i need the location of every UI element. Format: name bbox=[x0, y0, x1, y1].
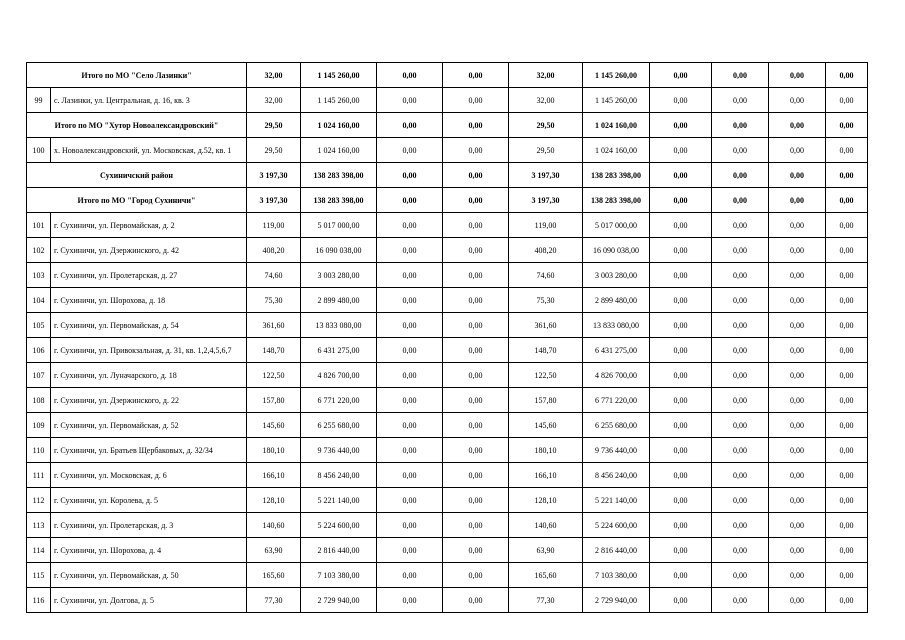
value-cell: 138 283 398,00 bbox=[301, 163, 377, 188]
row-number-cell: 105 bbox=[27, 313, 51, 338]
value-cell: 0,00 bbox=[443, 588, 509, 613]
value-cell: 0,00 bbox=[769, 188, 826, 213]
value-cell: 1 024 160,00 bbox=[583, 138, 650, 163]
value-cell: 0,00 bbox=[769, 488, 826, 513]
value-cell: 140,60 bbox=[509, 513, 583, 538]
value-cell: 0,00 bbox=[826, 413, 868, 438]
housing-program-table bbox=[26, 62, 868, 613]
table-row-total bbox=[27, 188, 868, 213]
value-cell: 0,00 bbox=[443, 313, 509, 338]
value-cell: 16 090 038,00 bbox=[583, 238, 650, 263]
value-cell: 145,60 bbox=[509, 413, 583, 438]
address-cell: г. Сухиничи, ул. Московская, д. 6 bbox=[51, 463, 247, 488]
value-cell: 74,60 bbox=[247, 263, 301, 288]
row-number-cell: 108 bbox=[27, 388, 51, 413]
value-cell: 6 255 680,00 bbox=[301, 413, 377, 438]
value-cell: 6 771 220,00 bbox=[583, 388, 650, 413]
address-cell: с. Лазинки, ул. Центральная, д. 16, кв. 3 bbox=[51, 88, 247, 113]
value-cell: 0,00 bbox=[712, 213, 769, 238]
value-cell: 74,60 bbox=[509, 263, 583, 288]
value-cell: 0,00 bbox=[769, 138, 826, 163]
value-cell: 0,00 bbox=[650, 563, 712, 588]
value-cell: 1 145 260,00 bbox=[583, 63, 650, 88]
value-cell: 2 816 440,00 bbox=[583, 538, 650, 563]
value-cell: 0,00 bbox=[826, 313, 868, 338]
value-cell: 1 024 160,00 bbox=[301, 138, 377, 163]
value-cell: 77,30 bbox=[509, 588, 583, 613]
value-cell: 122,50 bbox=[247, 363, 301, 388]
row-number-cell: 100 bbox=[27, 138, 51, 163]
value-cell: 0,00 bbox=[377, 138, 443, 163]
value-cell: 122,50 bbox=[509, 363, 583, 388]
value-cell: 408,20 bbox=[247, 238, 301, 263]
value-cell: 0,00 bbox=[650, 313, 712, 338]
value-cell: 0,00 bbox=[769, 413, 826, 438]
value-cell: 0,00 bbox=[826, 488, 868, 513]
value-cell: 32,00 bbox=[247, 63, 301, 88]
value-cell: 0,00 bbox=[712, 88, 769, 113]
value-cell: 128,10 bbox=[247, 488, 301, 513]
value-cell: 0,00 bbox=[826, 88, 868, 113]
table-row bbox=[27, 213, 868, 238]
value-cell: 29,50 bbox=[247, 138, 301, 163]
value-cell: 0,00 bbox=[712, 113, 769, 138]
value-cell: 148,70 bbox=[247, 338, 301, 363]
total-title-cell: Итого по МО "Город Сухиничи" bbox=[27, 188, 247, 213]
value-cell: 0,00 bbox=[769, 313, 826, 338]
value-cell: 165,60 bbox=[509, 563, 583, 588]
address-cell: г. Сухиничи, ул. Первомайская, д. 52 bbox=[51, 413, 247, 438]
table-row bbox=[27, 313, 868, 338]
value-cell: 138 283 398,00 bbox=[301, 188, 377, 213]
value-cell: 8 456 240,00 bbox=[583, 463, 650, 488]
value-cell: 0,00 bbox=[769, 438, 826, 463]
value-cell: 0,00 bbox=[769, 513, 826, 538]
address-cell: г. Сухиничи, ул. Первомайская, д. 2 bbox=[51, 213, 247, 238]
value-cell: 0,00 bbox=[443, 213, 509, 238]
value-cell: 32,00 bbox=[509, 63, 583, 88]
value-cell: 0,00 bbox=[769, 113, 826, 138]
value-cell: 0,00 bbox=[443, 113, 509, 138]
row-number-cell: 102 bbox=[27, 238, 51, 263]
address-cell: г. Сухиничи, ул. Братьев Щербаковых, д. 32/34 bbox=[51, 438, 247, 463]
table-row bbox=[27, 538, 868, 563]
value-cell: 0,00 bbox=[826, 463, 868, 488]
value-cell: 157,80 bbox=[509, 388, 583, 413]
value-cell: 0,00 bbox=[826, 588, 868, 613]
value-cell: 0,00 bbox=[712, 588, 769, 613]
row-number-cell: 114 bbox=[27, 538, 51, 563]
value-cell: 0,00 bbox=[712, 438, 769, 463]
value-cell: 0,00 bbox=[769, 163, 826, 188]
row-number-cell: 116 bbox=[27, 588, 51, 613]
value-cell: 0,00 bbox=[650, 438, 712, 463]
total-title-cell: Итого по МО "Хутор Новоалександровский" bbox=[27, 113, 247, 138]
value-cell: 9 736 440,00 bbox=[301, 438, 377, 463]
value-cell: 5 221 140,00 bbox=[301, 488, 377, 513]
value-cell: 166,10 bbox=[247, 463, 301, 488]
value-cell: 2 899 480,00 bbox=[583, 288, 650, 313]
value-cell: 0,00 bbox=[769, 288, 826, 313]
value-cell: 29,50 bbox=[509, 138, 583, 163]
value-cell: 0,00 bbox=[650, 113, 712, 138]
row-number-cell: 111 bbox=[27, 463, 51, 488]
value-cell: 138 283 398,00 bbox=[583, 188, 650, 213]
value-cell: 0,00 bbox=[826, 138, 868, 163]
value-cell: 408,20 bbox=[509, 238, 583, 263]
row-number-cell: 112 bbox=[27, 488, 51, 513]
value-cell: 0,00 bbox=[650, 138, 712, 163]
value-cell: 119,00 bbox=[509, 213, 583, 238]
table-row bbox=[27, 388, 868, 413]
value-cell: 0,00 bbox=[443, 138, 509, 163]
row-number-cell: 104 bbox=[27, 288, 51, 313]
value-cell: 0,00 bbox=[826, 363, 868, 388]
row-number-cell: 113 bbox=[27, 513, 51, 538]
value-cell: 0,00 bbox=[826, 188, 868, 213]
value-cell: 180,10 bbox=[247, 438, 301, 463]
value-cell: 180,10 bbox=[509, 438, 583, 463]
address-cell: г. Сухиничи, ул. Шорохова, д. 18 bbox=[51, 288, 247, 313]
value-cell: 32,00 bbox=[247, 88, 301, 113]
value-cell: 0,00 bbox=[377, 88, 443, 113]
value-cell: 0,00 bbox=[712, 563, 769, 588]
value-cell: 0,00 bbox=[712, 288, 769, 313]
value-cell: 29,50 bbox=[509, 113, 583, 138]
value-cell: 0,00 bbox=[650, 463, 712, 488]
value-cell: 0,00 bbox=[377, 288, 443, 313]
value-cell: 0,00 bbox=[377, 313, 443, 338]
value-cell: 361,60 bbox=[247, 313, 301, 338]
value-cell: 1 145 260,00 bbox=[583, 88, 650, 113]
value-cell: 0,00 bbox=[826, 263, 868, 288]
value-cell: 0,00 bbox=[712, 538, 769, 563]
value-cell: 0,00 bbox=[650, 88, 712, 113]
value-cell: 5 221 140,00 bbox=[583, 488, 650, 513]
value-cell: 0,00 bbox=[650, 513, 712, 538]
value-cell: 0,00 bbox=[769, 238, 826, 263]
value-cell: 3 197,30 bbox=[509, 163, 583, 188]
value-cell: 0,00 bbox=[826, 113, 868, 138]
value-cell: 4 826 700,00 bbox=[301, 363, 377, 388]
table-row bbox=[27, 588, 868, 613]
value-cell: 5 224 600,00 bbox=[583, 513, 650, 538]
address-cell: г. Сухиничи, ул. Луначарского, д. 18 bbox=[51, 363, 247, 388]
value-cell: 0,00 bbox=[712, 488, 769, 513]
value-cell: 2 729 940,00 bbox=[301, 588, 377, 613]
address-cell: г. Сухиничи, ул. Первомайская, д. 54 bbox=[51, 313, 247, 338]
value-cell: 0,00 bbox=[650, 213, 712, 238]
value-cell: 0,00 bbox=[712, 138, 769, 163]
value-cell: 0,00 bbox=[377, 63, 443, 88]
row-number-cell: 110 bbox=[27, 438, 51, 463]
value-cell: 0,00 bbox=[769, 338, 826, 363]
address-cell: г. Сухиничи, ул. Привокзальная, д. 31, кв. 1,2,4,5,6,7 bbox=[51, 338, 247, 363]
value-cell: 0,00 bbox=[650, 63, 712, 88]
value-cell: 13 833 080,00 bbox=[301, 313, 377, 338]
value-cell: 361,60 bbox=[509, 313, 583, 338]
value-cell: 0,00 bbox=[712, 163, 769, 188]
value-cell: 0,00 bbox=[377, 588, 443, 613]
table-row bbox=[27, 563, 868, 588]
value-cell: 0,00 bbox=[650, 263, 712, 288]
row-number-cell: 109 bbox=[27, 413, 51, 438]
value-cell: 0,00 bbox=[650, 588, 712, 613]
value-cell: 77,30 bbox=[247, 588, 301, 613]
value-cell: 0,00 bbox=[712, 238, 769, 263]
value-cell: 0,00 bbox=[443, 563, 509, 588]
value-cell: 0,00 bbox=[712, 63, 769, 88]
value-cell: 0,00 bbox=[826, 563, 868, 588]
total-title-cell: Сухиничский район bbox=[27, 163, 247, 188]
value-cell: 0,00 bbox=[377, 113, 443, 138]
value-cell: 0,00 bbox=[377, 213, 443, 238]
table-row bbox=[27, 288, 868, 313]
value-cell: 32,00 bbox=[509, 88, 583, 113]
address-cell: г. Сухиничи, ул. Первомайская, д. 50 bbox=[51, 563, 247, 588]
value-cell: 0,00 bbox=[650, 388, 712, 413]
address-cell: г. Сухиничи, ул. Дзержинского, д. 22 bbox=[51, 388, 247, 413]
value-cell: 4 826 700,00 bbox=[583, 363, 650, 388]
value-cell: 0,00 bbox=[769, 213, 826, 238]
value-cell: 7 103 380,00 bbox=[301, 563, 377, 588]
value-cell: 0,00 bbox=[650, 488, 712, 513]
value-cell: 0,00 bbox=[769, 363, 826, 388]
value-cell: 0,00 bbox=[769, 263, 826, 288]
value-cell: 0,00 bbox=[769, 563, 826, 588]
value-cell: 0,00 bbox=[443, 388, 509, 413]
value-cell: 140,60 bbox=[247, 513, 301, 538]
value-cell: 0,00 bbox=[443, 263, 509, 288]
value-cell: 13 833 080,00 bbox=[583, 313, 650, 338]
value-cell: 1 145 260,00 bbox=[301, 63, 377, 88]
value-cell: 0,00 bbox=[650, 338, 712, 363]
total-title-cell: Итого по МО "Село Лазинки" bbox=[27, 63, 247, 88]
value-cell: 0,00 bbox=[377, 363, 443, 388]
value-cell: 0,00 bbox=[377, 463, 443, 488]
value-cell: 0,00 bbox=[712, 263, 769, 288]
value-cell: 0,00 bbox=[377, 438, 443, 463]
row-number-cell: 115 bbox=[27, 563, 51, 588]
row-number-cell: 101 bbox=[27, 213, 51, 238]
value-cell: 0,00 bbox=[712, 463, 769, 488]
table-row bbox=[27, 438, 868, 463]
value-cell: 157,80 bbox=[247, 388, 301, 413]
value-cell: 9 736 440,00 bbox=[583, 438, 650, 463]
value-cell: 0,00 bbox=[769, 388, 826, 413]
value-cell: 0,00 bbox=[377, 513, 443, 538]
value-cell: 0,00 bbox=[443, 238, 509, 263]
value-cell: 0,00 bbox=[826, 513, 868, 538]
value-cell: 2 729 940,00 bbox=[583, 588, 650, 613]
value-cell: 0,00 bbox=[377, 388, 443, 413]
value-cell: 1 145 260,00 bbox=[301, 88, 377, 113]
value-cell: 0,00 bbox=[712, 388, 769, 413]
value-cell: 0,00 bbox=[377, 238, 443, 263]
value-cell: 1 024 160,00 bbox=[583, 113, 650, 138]
value-cell: 0,00 bbox=[443, 288, 509, 313]
value-cell: 0,00 bbox=[650, 363, 712, 388]
value-cell: 145,60 bbox=[247, 413, 301, 438]
table-row bbox=[27, 88, 868, 113]
address-cell: г. Сухиничи, ул. Пролетарская, д. 27 bbox=[51, 263, 247, 288]
value-cell: 138 283 398,00 bbox=[583, 163, 650, 188]
value-cell: 0,00 bbox=[377, 538, 443, 563]
value-cell: 0,00 bbox=[650, 288, 712, 313]
value-cell: 166,10 bbox=[509, 463, 583, 488]
row-number-cell: 106 bbox=[27, 338, 51, 363]
value-cell: 0,00 bbox=[377, 488, 443, 513]
table-row-total bbox=[27, 113, 868, 138]
value-cell: 7 103 380,00 bbox=[583, 563, 650, 588]
table-row bbox=[27, 463, 868, 488]
table-row bbox=[27, 238, 868, 263]
value-cell: 0,00 bbox=[826, 538, 868, 563]
value-cell: 0,00 bbox=[712, 513, 769, 538]
value-cell: 0,00 bbox=[826, 338, 868, 363]
table-row bbox=[27, 488, 868, 513]
value-cell: 6 771 220,00 bbox=[301, 388, 377, 413]
value-cell: 75,30 bbox=[247, 288, 301, 313]
value-cell: 0,00 bbox=[377, 413, 443, 438]
address-cell: г. Сухиничи, ул. Долгова, д. 5 bbox=[51, 588, 247, 613]
value-cell: 8 456 240,00 bbox=[301, 463, 377, 488]
address-cell: г. Сухиничи, ул. Шорохова, д. 4 bbox=[51, 538, 247, 563]
value-cell: 148,70 bbox=[509, 338, 583, 363]
value-cell: 3 003 280,00 bbox=[583, 263, 650, 288]
value-cell: 63,90 bbox=[509, 538, 583, 563]
value-cell: 5 224 600,00 bbox=[301, 513, 377, 538]
value-cell: 16 090 038,00 bbox=[301, 238, 377, 263]
value-cell: 0,00 bbox=[377, 163, 443, 188]
value-cell: 5 017 000,00 bbox=[301, 213, 377, 238]
value-cell: 0,00 bbox=[826, 63, 868, 88]
value-cell: 0,00 bbox=[443, 438, 509, 463]
table-row bbox=[27, 363, 868, 388]
table-row bbox=[27, 513, 868, 538]
value-cell: 1 024 160,00 bbox=[301, 113, 377, 138]
table-row bbox=[27, 338, 868, 363]
value-cell: 0,00 bbox=[377, 188, 443, 213]
value-cell: 6 431 275,00 bbox=[583, 338, 650, 363]
value-cell: 0,00 bbox=[650, 238, 712, 263]
value-cell: 0,00 bbox=[443, 488, 509, 513]
value-cell: 0,00 bbox=[443, 463, 509, 488]
value-cell: 63,90 bbox=[247, 538, 301, 563]
value-cell: 0,00 bbox=[443, 163, 509, 188]
value-cell: 0,00 bbox=[769, 63, 826, 88]
address-cell: г. Сухиничи, ул. Пролетарская, д. 3 bbox=[51, 513, 247, 538]
value-cell: 0,00 bbox=[443, 188, 509, 213]
value-cell: 6 255 680,00 bbox=[583, 413, 650, 438]
value-cell: 0,00 bbox=[443, 538, 509, 563]
value-cell: 0,00 bbox=[769, 588, 826, 613]
table-body bbox=[27, 63, 868, 613]
value-cell: 0,00 bbox=[826, 238, 868, 263]
value-cell: 6 431 275,00 bbox=[301, 338, 377, 363]
table-row-total bbox=[27, 63, 868, 88]
value-cell: 0,00 bbox=[712, 313, 769, 338]
value-cell: 0,00 bbox=[826, 288, 868, 313]
value-cell: 0,00 bbox=[377, 338, 443, 363]
value-cell: 0,00 bbox=[377, 563, 443, 588]
value-cell: 0,00 bbox=[769, 538, 826, 563]
table-row-total bbox=[27, 163, 868, 188]
value-cell: 0,00 bbox=[650, 163, 712, 188]
value-cell: 0,00 bbox=[443, 63, 509, 88]
value-cell: 165,60 bbox=[247, 563, 301, 588]
value-cell: 75,30 bbox=[509, 288, 583, 313]
value-cell: 0,00 bbox=[443, 363, 509, 388]
row-number-cell: 99 bbox=[27, 88, 51, 113]
value-cell: 0,00 bbox=[377, 263, 443, 288]
value-cell: 3 197,30 bbox=[509, 188, 583, 213]
value-cell: 0,00 bbox=[443, 413, 509, 438]
value-cell: 0,00 bbox=[826, 213, 868, 238]
value-cell: 2 899 480,00 bbox=[301, 288, 377, 313]
value-cell: 119,00 bbox=[247, 213, 301, 238]
value-cell: 29,50 bbox=[247, 113, 301, 138]
value-cell: 0,00 bbox=[712, 363, 769, 388]
table-row bbox=[27, 263, 868, 288]
value-cell: 3 197,30 bbox=[247, 188, 301, 213]
value-cell: 0,00 bbox=[712, 413, 769, 438]
value-cell: 0,00 bbox=[769, 463, 826, 488]
address-cell: г. Сухиничи, ул. Королева, д. 5 bbox=[51, 488, 247, 513]
value-cell: 0,00 bbox=[769, 88, 826, 113]
value-cell: 3 003 280,00 bbox=[301, 263, 377, 288]
value-cell: 5 017 000,00 bbox=[583, 213, 650, 238]
table-row bbox=[27, 138, 868, 163]
address-cell: г. Сухиничи, ул. Дзержинского, д. 42 bbox=[51, 238, 247, 263]
value-cell: 0,00 bbox=[826, 388, 868, 413]
value-cell: 0,00 bbox=[650, 538, 712, 563]
value-cell: 0,00 bbox=[443, 513, 509, 538]
address-cell: х. Новоалександровский, ул. Московская, д.52, кв. 1 bbox=[51, 138, 247, 163]
value-cell: 2 816 440,00 bbox=[301, 538, 377, 563]
value-cell: 0,00 bbox=[443, 338, 509, 363]
value-cell: 3 197,30 bbox=[247, 163, 301, 188]
row-number-cell: 107 bbox=[27, 363, 51, 388]
value-cell: 0,00 bbox=[712, 338, 769, 363]
value-cell: 0,00 bbox=[712, 188, 769, 213]
value-cell: 0,00 bbox=[826, 163, 868, 188]
table-row bbox=[27, 413, 868, 438]
value-cell: 128,10 bbox=[509, 488, 583, 513]
value-cell: 0,00 bbox=[650, 188, 712, 213]
row-number-cell: 103 bbox=[27, 263, 51, 288]
value-cell: 0,00 bbox=[650, 413, 712, 438]
value-cell: 0,00 bbox=[826, 438, 868, 463]
value-cell: 0,00 bbox=[443, 88, 509, 113]
